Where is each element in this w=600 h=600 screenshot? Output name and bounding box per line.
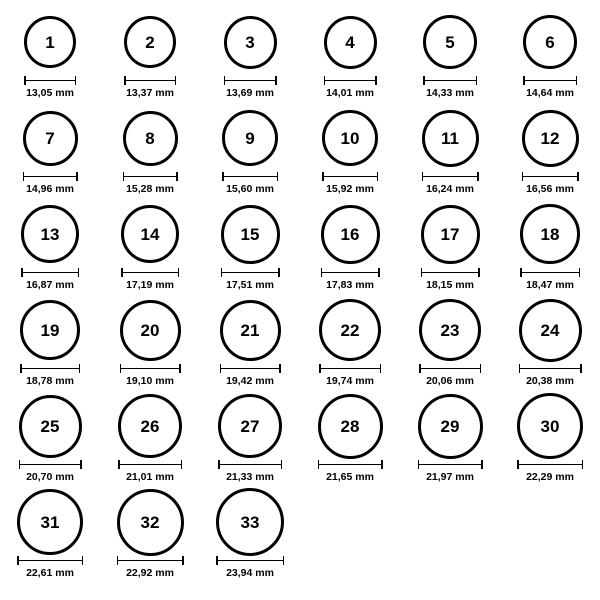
diameter-measure-bar xyxy=(423,76,477,85)
ring-size-label: 31 xyxy=(40,512,60,532)
ring-circle-icon xyxy=(23,111,78,166)
diameter-value-label: 13,69 mm xyxy=(226,87,274,99)
ring-size-label: 22 xyxy=(340,320,360,340)
ring-circle-icon xyxy=(324,16,377,69)
ring-size-label: 3 xyxy=(245,32,255,52)
diameter-measure-bar xyxy=(220,364,281,373)
ring-size-cell xyxy=(400,200,500,296)
measure-line xyxy=(24,80,76,82)
measure-line xyxy=(123,176,178,178)
ring-size-cell xyxy=(300,8,400,104)
ring-size-label: 13 xyxy=(40,224,60,244)
ring-size-cell xyxy=(300,296,400,392)
ring-circle-wrap xyxy=(124,8,176,76)
ring-circle-wrap xyxy=(20,296,80,364)
ring-size-label: 15 xyxy=(240,224,260,244)
ring-circle-wrap xyxy=(216,488,284,556)
measure-line xyxy=(222,176,278,178)
measure-line xyxy=(520,272,580,274)
ring-size-cell xyxy=(0,8,100,104)
diameter-value-label: 22,61 mm xyxy=(26,567,74,579)
diameter-value-label: 19,42 mm xyxy=(226,375,274,387)
ring-size-cell xyxy=(100,104,200,200)
diameter-value-label: 16,87 mm xyxy=(26,279,74,291)
ring-size-cell xyxy=(500,200,600,296)
ring-size-cell xyxy=(300,104,400,200)
ring-size-cell xyxy=(500,8,600,104)
ring-size-label: 29 xyxy=(440,416,460,436)
ring-size-label: 21 xyxy=(240,320,260,340)
measure-line xyxy=(318,464,383,466)
ring-size-label: 10 xyxy=(340,128,360,148)
ring-circle-wrap xyxy=(222,104,278,172)
measure-line xyxy=(17,560,83,562)
ring-circle-wrap xyxy=(322,104,378,172)
diameter-measure-bar xyxy=(121,268,179,277)
ring-circle-wrap xyxy=(421,200,480,268)
ring-circle-icon xyxy=(224,16,277,69)
ring-circle-wrap xyxy=(117,488,184,556)
ring-size-label: 14 xyxy=(140,224,160,244)
ring-circle-icon xyxy=(418,394,483,459)
ring-circle-icon xyxy=(421,205,480,264)
ring-circle-wrap xyxy=(522,104,579,172)
ring-size-row xyxy=(0,296,600,392)
ring-size-cell xyxy=(400,296,500,392)
ring-circle-icon xyxy=(221,205,280,264)
ring-size-cell xyxy=(300,200,400,296)
ring-size-cell xyxy=(0,392,100,488)
ring-circle-icon xyxy=(319,299,381,361)
diameter-value-label: 20,70 mm xyxy=(26,471,74,483)
diameter-value-label: 14,64 mm xyxy=(526,87,574,99)
diameter-measure-bar xyxy=(120,364,181,373)
ring-size-cell xyxy=(400,104,500,200)
diameter-measure-bar xyxy=(318,460,383,469)
ring-circle-wrap xyxy=(17,488,83,556)
ring-size-label: 12 xyxy=(540,128,560,148)
ring-size-cell xyxy=(0,296,100,392)
diameter-measure-bar xyxy=(19,460,82,469)
ring-size-cell xyxy=(100,8,200,104)
diameter-measure-bar xyxy=(520,268,580,277)
ring-circle-wrap xyxy=(118,392,182,460)
ring-size-cell xyxy=(200,296,300,392)
diameter-value-label: 21,65 mm xyxy=(326,471,374,483)
measure-line xyxy=(218,464,282,466)
ring-size-label: 24 xyxy=(540,320,560,340)
ring-circle-wrap xyxy=(24,8,76,76)
diameter-measure-bar xyxy=(123,172,178,181)
ring-circle-icon xyxy=(17,489,83,555)
diameter-value-label: 17,19 mm xyxy=(126,279,174,291)
diameter-measure-bar xyxy=(117,556,184,565)
ring-circle-icon xyxy=(117,489,184,556)
ring-size-label: 26 xyxy=(140,416,160,436)
ring-size-cell xyxy=(100,488,200,584)
measure-line xyxy=(120,368,181,370)
ring-size-cell xyxy=(200,200,300,296)
measure-line xyxy=(322,176,378,178)
ring-size-cell xyxy=(500,392,600,488)
diameter-value-label: 13,05 mm xyxy=(26,87,74,99)
ring-size-cell xyxy=(400,392,500,488)
measure-line xyxy=(419,368,481,370)
ring-circle-wrap xyxy=(319,296,381,364)
ring-size-cell xyxy=(200,488,300,584)
diameter-value-label: 21,01 mm xyxy=(126,471,174,483)
ring-size-row xyxy=(0,200,600,296)
ring-circle-wrap xyxy=(224,8,277,76)
diameter-measure-bar xyxy=(419,364,481,373)
ring-circle-icon xyxy=(216,488,284,556)
ring-circle-icon xyxy=(322,110,378,166)
ring-circle-wrap xyxy=(23,104,78,172)
ring-circle-wrap xyxy=(123,104,178,172)
ring-size-label: 33 xyxy=(240,512,260,532)
ring-size-label: 4 xyxy=(345,32,355,52)
ring-size-label: 18 xyxy=(540,224,560,244)
ring-size-label: 2 xyxy=(145,32,155,52)
ring-size-cell xyxy=(0,104,100,200)
ring-circle-icon xyxy=(118,394,182,458)
diameter-measure-bar xyxy=(517,460,583,469)
ring-circle-icon xyxy=(222,110,278,166)
measure-line xyxy=(522,176,579,178)
measure-line xyxy=(519,368,582,370)
ring-circle-wrap xyxy=(519,296,582,364)
ring-circle-icon xyxy=(520,204,580,264)
ring-circle-wrap xyxy=(220,296,281,364)
ring-circle-icon xyxy=(123,111,178,166)
measure-line xyxy=(19,464,82,466)
ring-size-cell xyxy=(200,392,300,488)
diameter-measure-bar xyxy=(23,172,78,181)
measure-line xyxy=(319,368,381,370)
ring-size-label: 20 xyxy=(140,320,160,340)
measure-line xyxy=(121,272,179,274)
diameter-value-label: 22,92 mm xyxy=(126,567,174,579)
ring-size-cell xyxy=(100,296,200,392)
diameter-value-label: 19,74 mm xyxy=(326,375,374,387)
ring-circle-icon xyxy=(19,395,82,458)
diameter-value-label: 22,29 mm xyxy=(526,471,574,483)
ring-size-label: 32 xyxy=(140,512,160,532)
measure-line xyxy=(321,272,380,274)
diameter-value-label: 17,83 mm xyxy=(326,279,374,291)
ring-size-cell xyxy=(0,200,100,296)
measure-line xyxy=(117,560,184,562)
diameter-value-label: 15,92 mm xyxy=(326,183,374,195)
ring-size-label: 16 xyxy=(340,224,360,244)
ring-circle-wrap xyxy=(422,104,479,172)
ring-size-cell xyxy=(0,488,100,584)
measure-line xyxy=(324,80,377,82)
ring-size-cell xyxy=(200,8,300,104)
diameter-value-label: 15,60 mm xyxy=(226,183,274,195)
diameter-measure-bar xyxy=(222,172,278,181)
ring-circle-icon xyxy=(523,15,577,69)
ring-circle-wrap xyxy=(520,200,580,268)
measure-line xyxy=(20,368,80,370)
ring-circle-icon xyxy=(519,299,582,362)
ring-size-cell xyxy=(200,104,300,200)
diameter-measure-bar xyxy=(321,268,380,277)
diameter-measure-bar xyxy=(522,172,579,181)
ring-circle-wrap xyxy=(321,200,380,268)
ring-size-row xyxy=(0,392,600,488)
ring-circle-icon xyxy=(321,205,380,264)
diameter-measure-bar xyxy=(24,76,76,85)
diameter-value-label: 16,24 mm xyxy=(426,183,474,195)
ring-circle-wrap xyxy=(523,8,577,76)
diameter-measure-bar xyxy=(421,268,480,277)
diameter-measure-bar xyxy=(124,76,176,85)
diameter-value-label: 13,37 mm xyxy=(126,87,174,99)
measure-line xyxy=(523,80,577,82)
measure-line xyxy=(21,272,79,274)
ring-circle-icon xyxy=(220,300,281,361)
measure-line xyxy=(224,80,277,82)
ring-size-row xyxy=(0,8,600,104)
diameter-value-label: 18,78 mm xyxy=(26,375,74,387)
ring-size-row xyxy=(0,104,600,200)
diameter-measure-bar xyxy=(21,268,79,277)
ring-circle-wrap xyxy=(221,200,280,268)
ring-size-cell xyxy=(100,392,200,488)
ring-circle-wrap xyxy=(419,296,481,364)
ring-circle-icon xyxy=(124,16,176,68)
diameter-value-label: 14,33 mm xyxy=(426,87,474,99)
measure-line xyxy=(221,272,280,274)
diameter-value-label: 21,97 mm xyxy=(426,471,474,483)
measure-line xyxy=(422,176,479,178)
measure-line xyxy=(418,464,483,466)
ring-circle-icon xyxy=(422,110,479,167)
measure-line xyxy=(423,80,477,82)
diameter-value-label: 16,56 mm xyxy=(526,183,574,195)
ring-circle-icon xyxy=(522,110,579,167)
diameter-measure-bar xyxy=(519,364,582,373)
diameter-measure-bar xyxy=(322,172,378,181)
measure-line xyxy=(220,368,281,370)
diameter-measure-bar xyxy=(118,460,182,469)
ring-circle-icon xyxy=(423,15,477,69)
diameter-value-label: 18,47 mm xyxy=(526,279,574,291)
diameter-measure-bar xyxy=(224,76,277,85)
diameter-measure-bar xyxy=(324,76,377,85)
ring-size-row xyxy=(0,488,600,584)
diameter-measure-bar xyxy=(20,364,80,373)
ring-circle-icon xyxy=(120,300,181,361)
measure-line xyxy=(23,176,78,178)
ring-circle-icon xyxy=(218,394,282,458)
ring-circle-wrap xyxy=(324,8,377,76)
diameter-value-label: 20,38 mm xyxy=(526,375,574,387)
ring-circle-wrap xyxy=(19,392,82,460)
diameter-value-label: 14,01 mm xyxy=(326,87,374,99)
ring-size-cell xyxy=(500,296,600,392)
ring-circle-icon xyxy=(24,16,76,68)
ring-circle-icon xyxy=(21,205,79,263)
ring-size-label: 11 xyxy=(441,128,459,148)
ring-size-label: 6 xyxy=(545,32,555,52)
ring-size-label: 25 xyxy=(40,416,60,436)
ring-size-label: 9 xyxy=(245,128,255,148)
ring-circle-wrap xyxy=(121,200,179,268)
ring-circle-icon xyxy=(318,394,383,459)
ring-circle-wrap xyxy=(218,392,282,460)
measure-line xyxy=(124,80,176,82)
ring-circle-wrap xyxy=(418,392,483,460)
ring-circle-wrap xyxy=(517,392,583,460)
ring-size-label: 8 xyxy=(145,128,155,148)
diameter-measure-bar xyxy=(17,556,83,565)
ring-size-label: 7 xyxy=(45,128,55,148)
ring-size-cell xyxy=(500,104,600,200)
ring-circle-icon xyxy=(517,393,583,459)
measure-line xyxy=(118,464,182,466)
ring-size-label: 5 xyxy=(445,32,455,52)
ring-size-cell xyxy=(100,200,200,296)
ring-size-label: 23 xyxy=(440,320,460,340)
diameter-value-label: 14,96 mm xyxy=(26,183,74,195)
ring-circle-icon xyxy=(121,205,179,263)
diameter-value-label: 20,06 mm xyxy=(426,375,474,387)
ring-circle-wrap xyxy=(21,200,79,268)
ring-circle-wrap xyxy=(318,392,383,460)
diameter-value-label: 15,28 mm xyxy=(126,183,174,195)
ring-size-label: 1 xyxy=(45,32,55,52)
measure-line xyxy=(216,560,284,562)
measure-line xyxy=(517,464,583,466)
ring-circle-icon xyxy=(419,299,481,361)
ring-size-label: 17 xyxy=(440,224,460,244)
diameter-measure-bar xyxy=(523,76,577,85)
diameter-measure-bar xyxy=(422,172,479,181)
diameter-value-label: 23,94 mm xyxy=(226,567,274,579)
diameter-value-label: 21,33 mm xyxy=(226,471,274,483)
ring-size-label: 27 xyxy=(240,416,260,436)
diameter-measure-bar xyxy=(319,364,381,373)
diameter-measure-bar xyxy=(216,556,284,565)
ring-size-label: 19 xyxy=(40,320,60,340)
ring-size-label: 30 xyxy=(540,416,560,436)
ring-size-cell xyxy=(400,8,500,104)
ring-circle-wrap xyxy=(120,296,181,364)
diameter-measure-bar xyxy=(418,460,483,469)
measure-line xyxy=(421,272,480,274)
diameter-value-label: 17,51 mm xyxy=(226,279,274,291)
ring-size-cell xyxy=(300,392,400,488)
ring-circle-icon xyxy=(20,300,80,360)
ring-circle-wrap xyxy=(423,8,477,76)
ring-size-label: 28 xyxy=(340,416,360,436)
diameter-value-label: 19,10 mm xyxy=(126,375,174,387)
diameter-measure-bar xyxy=(221,268,280,277)
diameter-measure-bar xyxy=(218,460,282,469)
diameter-value-label: 18,15 mm xyxy=(426,279,474,291)
